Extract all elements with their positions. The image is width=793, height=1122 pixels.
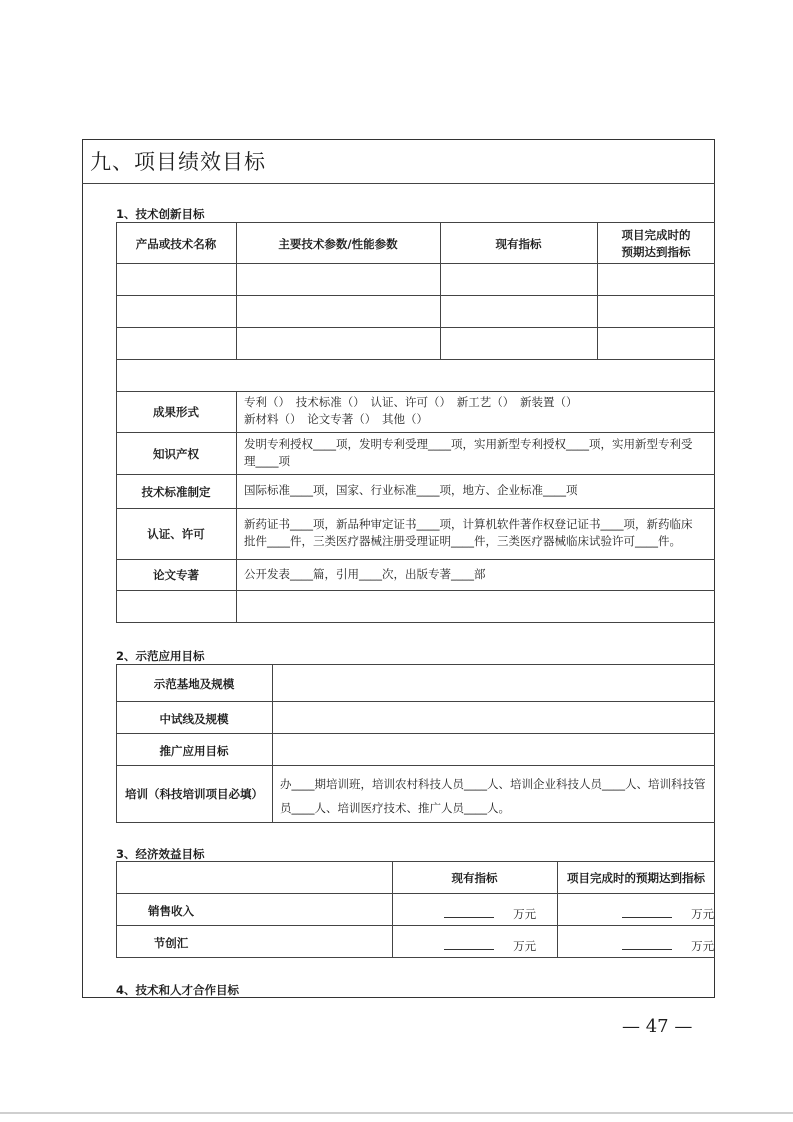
unit-label: 万元: [691, 939, 715, 953]
label-training: 培训（科技培训项目必填）: [125, 787, 263, 801]
fx-expected-field[interactable]: [622, 935, 714, 954]
papers-text: [244, 566, 486, 583]
label-result-form: 成果形式: [153, 405, 199, 419]
bottom-rule: [0, 1112, 793, 1114]
standard-line-1: 国际标准____项，国家、行业标准____项，地方、企业标准____项: [244, 483, 578, 497]
header-expected-line-1: 项目完成时的: [621, 228, 691, 242]
label-promotion: 推广应用目标: [159, 744, 229, 758]
blank-line: [622, 939, 672, 950]
section-4-title: 4、技术和人才合作目标: [116, 983, 240, 997]
standard-text: [244, 482, 578, 499]
section-2-title: 2、示范应用目标: [116, 649, 205, 663]
section-1-title: 1、技术创新目标: [116, 207, 205, 221]
training-text: [280, 772, 714, 820]
ip-text: [244, 436, 693, 470]
header-s3-expected: 项目完成时的预期达到指标: [567, 871, 705, 885]
label-foreign-exchange: 节创汇: [153, 936, 189, 950]
label-papers: 论文专著: [153, 568, 199, 582]
blank-line: [622, 907, 672, 918]
result-form-line-1: 专利（） 技术标准（） 认证、许可（） 新工艺（） 新装置（）: [244, 395, 578, 409]
section-3-title: 3、经济效益目标: [116, 847, 205, 861]
unit-label: 万元: [691, 907, 715, 921]
certification-text: [244, 516, 693, 550]
grid-line: [116, 222, 715, 223]
page-number: — 47 —: [622, 1016, 693, 1037]
unit-label: 万元: [513, 939, 537, 953]
header-expected-index: [597, 227, 715, 261]
label-standard: 技术标准制定: [141, 485, 211, 499]
title-divider: [82, 183, 715, 184]
unit-label: 万元: [513, 907, 537, 921]
header-s3-current: 现有指标: [451, 871, 498, 885]
blank-line: [444, 907, 494, 918]
certification-line-2: 批件____件，三类医疗器械注册受理证明____件，三类医疗器械临床试验许可____件。: [244, 534, 681, 548]
result-form-text: [244, 394, 578, 428]
result-form-line-2: 新材料（） 论文专著（） 其他（）: [244, 412, 428, 426]
label-certification: 认证、许可: [147, 527, 205, 541]
header-product-name: 产品或技术名称: [135, 237, 217, 251]
blank-line: [444, 939, 494, 950]
label-ip: 知识产权: [153, 447, 199, 461]
sales-current-field[interactable]: [444, 903, 536, 922]
header-tech-params: 主要技术参数/性能参数: [278, 237, 398, 251]
page-title: 九、项目绩效目标: [90, 150, 266, 174]
papers-line-1: 公开发表____篇，引用____次，出版专著____部: [244, 567, 486, 581]
certification-line-1: 新药证书____项，新品种审定证书____项，计算机软件著作权登记证书____项，新药临床: [244, 517, 693, 531]
sales-expected-field[interactable]: [622, 903, 714, 922]
ip-line-1: 发明专利授权____项，发明专利受理____项，实用新型专利授权____项，实用新型专利受: [244, 437, 693, 451]
label-pilot-line: 中试线及规模: [159, 712, 229, 726]
training-line-2: 员____人、培训医疗技术、推广人员____人。: [280, 801, 510, 815]
header-current-index: 现有指标: [495, 237, 542, 251]
label-demo-base: 示范基地及规模: [153, 677, 235, 691]
training-line-1: 办____期培训班，培训农村科技人员____人、培训企业科技人员____人、培训科技管: [280, 777, 706, 791]
fx-current-field[interactable]: [444, 935, 536, 954]
header-expected-line-2: 预期达到指标: [621, 245, 691, 259]
label-sales: 销售收入: [148, 904, 194, 918]
ip-line-2: 理____项: [244, 454, 290, 468]
